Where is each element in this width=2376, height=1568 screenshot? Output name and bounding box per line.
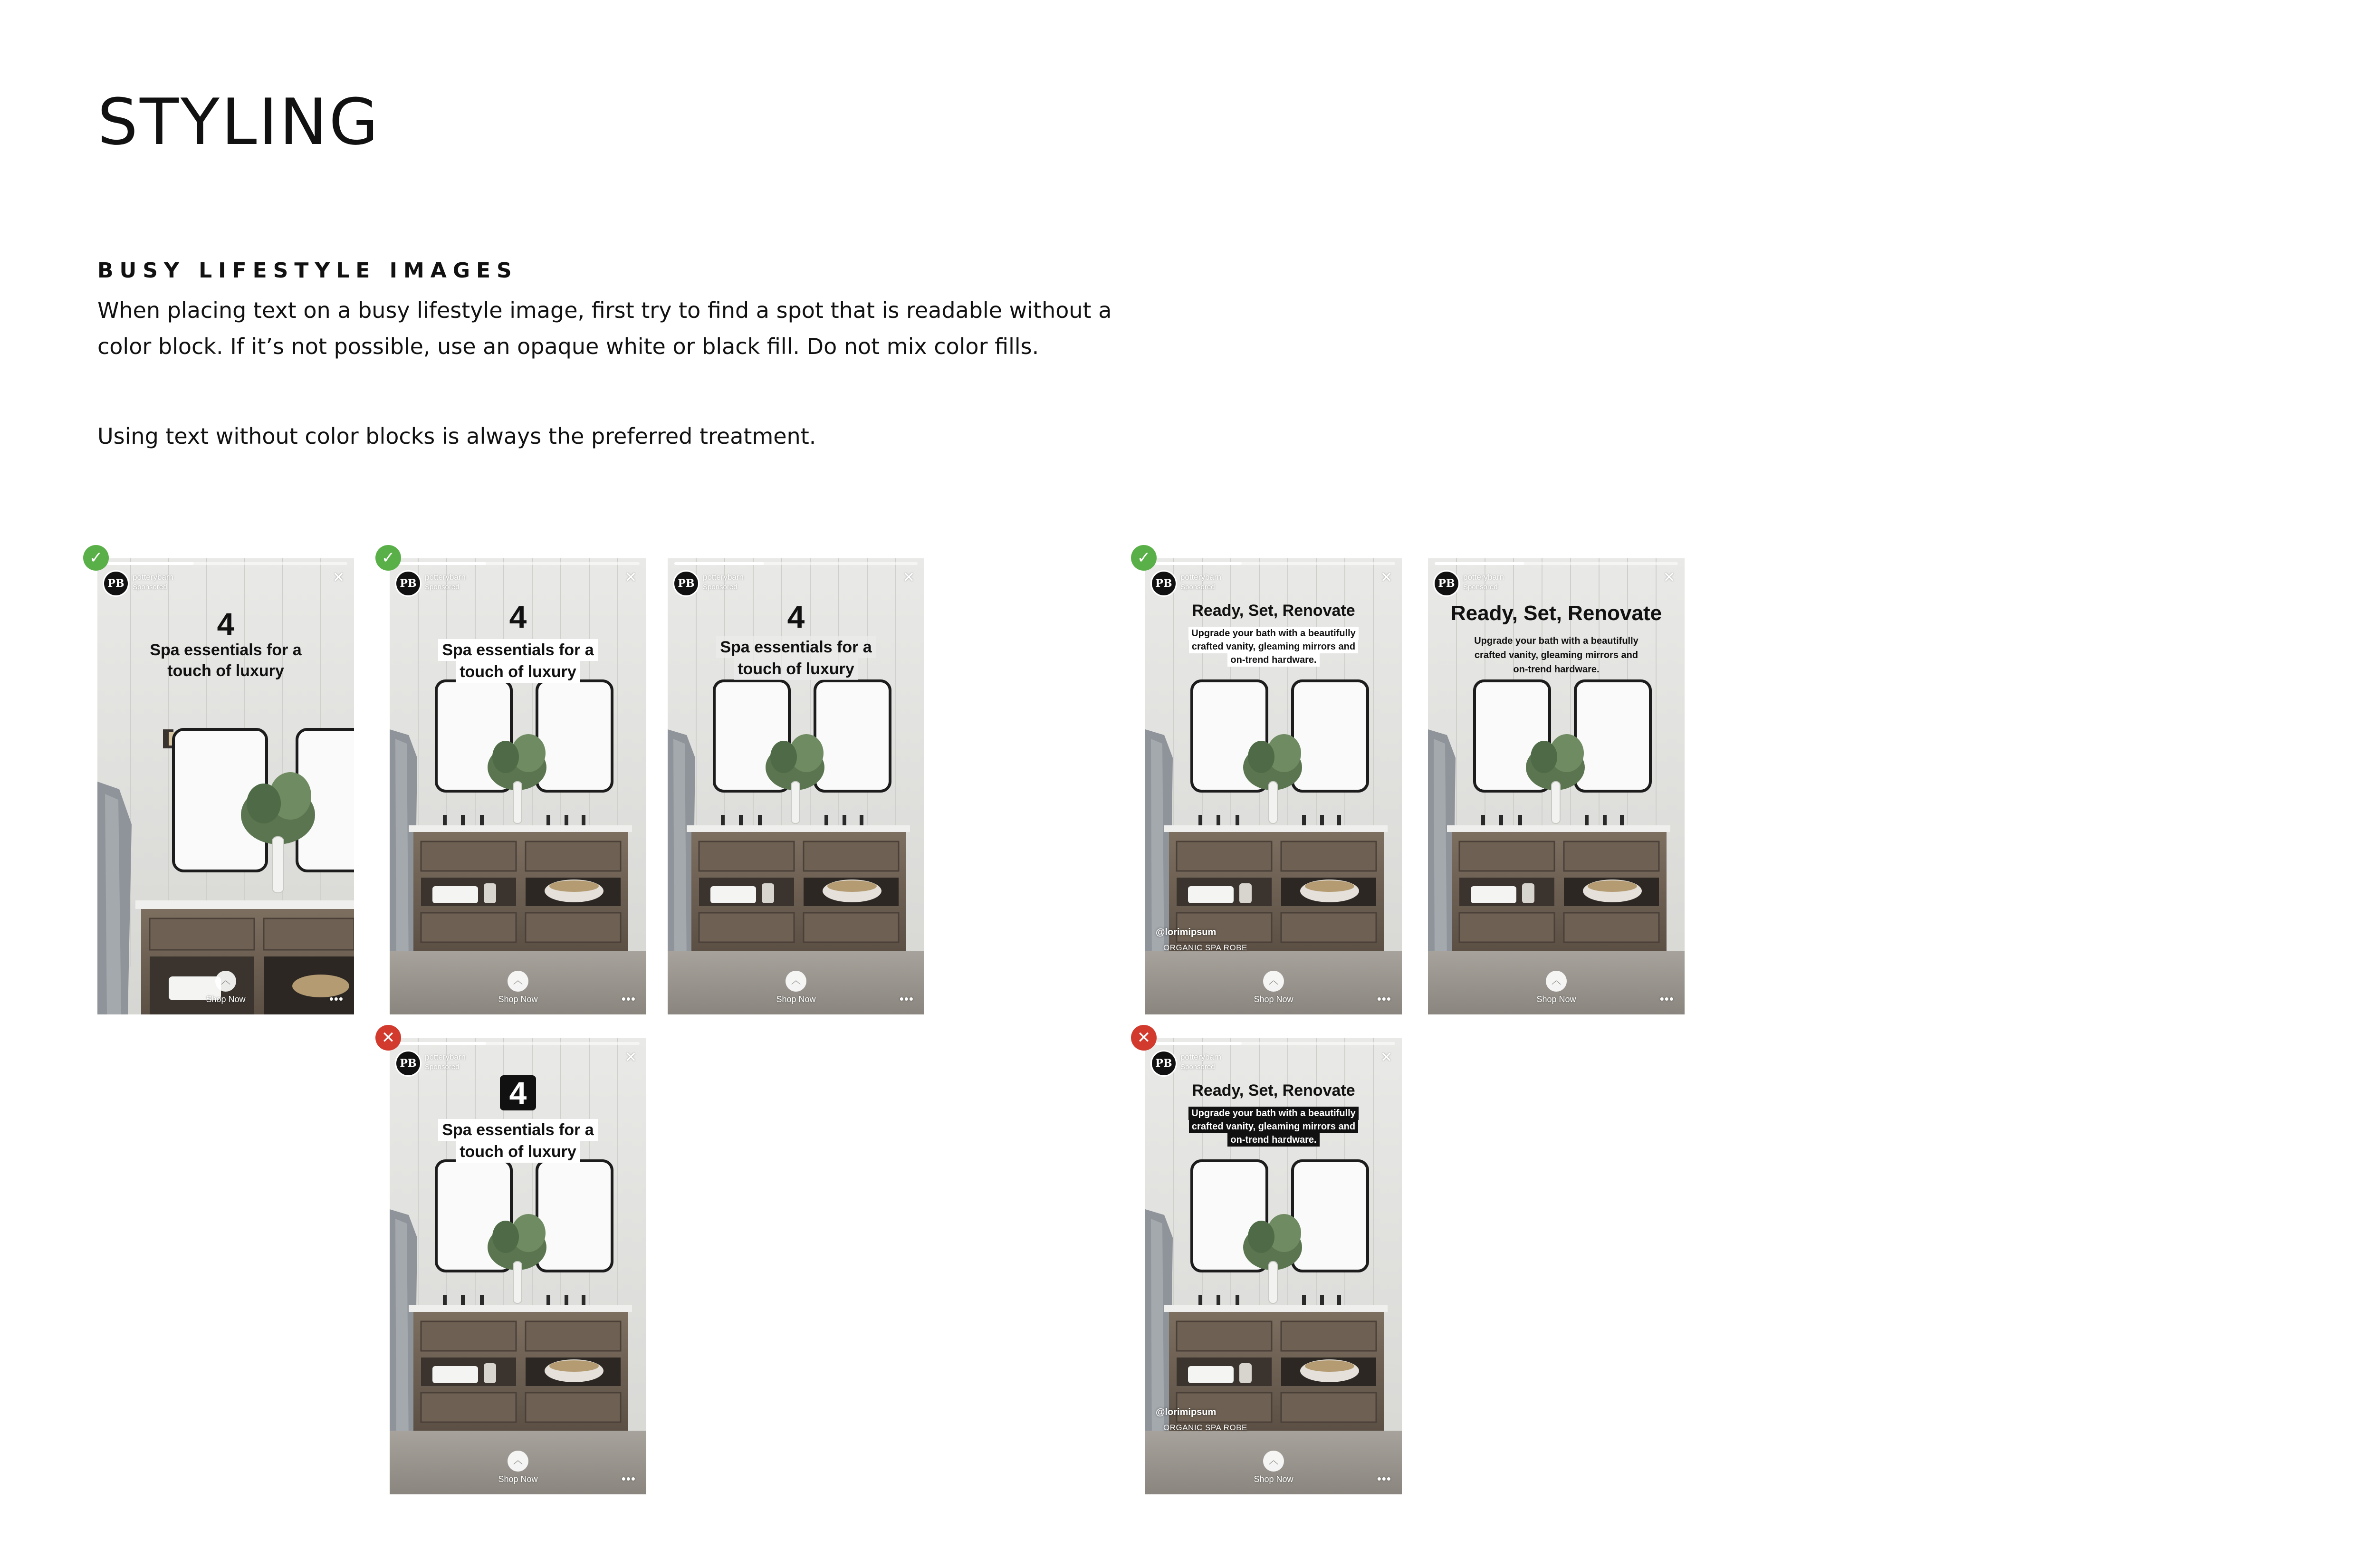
bathroom-photo xyxy=(1428,558,1685,1014)
story-headline: Ready, Set, Renovate xyxy=(1450,602,1662,625)
sponsored-label: Sponsored xyxy=(1180,1063,1215,1071)
story-mockup-spa-no-fill xyxy=(97,558,354,1014)
story-number: 4 xyxy=(217,606,235,641)
brand-logo: PB xyxy=(104,572,128,595)
tag-handle[interactable]: @lorimipsum xyxy=(1156,1407,1217,1417)
chevron-up-icon[interactable]: ︿ xyxy=(1263,971,1284,992)
more-icon[interactable]: ••• xyxy=(621,992,636,1006)
story-progress-bar xyxy=(674,562,918,565)
story-headline-line-1: Spa essentials for a xyxy=(150,641,302,659)
shop-now-label[interactable]: Shop Now xyxy=(1536,994,1576,1004)
story-progress-bar xyxy=(1435,562,1678,565)
shop-now-label[interactable]: Shop Now xyxy=(498,1474,538,1484)
story-body-line-3: on-trend hardware. xyxy=(1145,653,1402,667)
shop-now-label[interactable]: Shop Now xyxy=(498,994,538,1004)
section-heading: BUSY LIFESTYLE IMAGES xyxy=(97,258,518,283)
chevron-up-icon[interactable]: ︿ xyxy=(1263,1451,1284,1472)
story-mockup-renovate-mixed-fill xyxy=(1145,1038,1402,1494)
sponsored-label: Sponsored xyxy=(425,583,460,591)
check-icon: ✓ xyxy=(1131,545,1157,571)
brand-logo: PB xyxy=(1152,572,1176,595)
tag-handle[interactable]: @lorimipsum xyxy=(1156,927,1217,937)
check-icon: ✓ xyxy=(83,545,109,571)
account-name: potterybarn xyxy=(425,1052,466,1061)
chevron-up-icon[interactable]: ︿ xyxy=(1546,971,1567,992)
story-body-line-3: on-trend hardware. xyxy=(1513,664,1600,675)
brand-logo: PB xyxy=(674,572,698,595)
close-icon[interactable]: ✕ xyxy=(624,570,637,585)
story-mockup-renovate-no-fill xyxy=(1428,558,1685,1014)
story-body-line-1: Upgrade your bath with a beautifully xyxy=(1474,636,1638,646)
chevron-up-icon[interactable]: ︿ xyxy=(508,971,528,992)
shop-now-label[interactable]: Shop Now xyxy=(776,994,816,1004)
x-icon: ✕ xyxy=(375,1025,401,1051)
chevron-up-icon[interactable]: ︿ xyxy=(508,1451,528,1472)
sponsored-label: Sponsored xyxy=(425,1063,460,1071)
close-icon[interactable]: ✕ xyxy=(1380,1050,1392,1065)
more-icon[interactable]: ••• xyxy=(1377,992,1391,1006)
product-tag[interactable]: ORGANIC SPA ROBE xyxy=(1163,943,1247,952)
brand-logo: PB xyxy=(1435,572,1458,595)
story-headline: Ready, Set, Renovate xyxy=(1192,602,1355,620)
sponsored-label: Sponsored xyxy=(133,583,167,591)
story-progress-bar xyxy=(396,562,640,565)
brand-logo: PB xyxy=(396,1052,420,1075)
story-number: 4 xyxy=(509,599,527,634)
story-headline-line-2: touch of luxury xyxy=(390,1141,646,1163)
more-icon[interactable]: ••• xyxy=(1377,1472,1391,1486)
story-mockup-renovate-white-fill xyxy=(1145,558,1402,1014)
story-body-line-1: Upgrade your bath with a beautifully xyxy=(1145,627,1402,640)
story-body-line-2: crafted vanity, gleaming mirrors and xyxy=(1145,1120,1402,1133)
story-headline-line-2: touch of luxury xyxy=(668,658,924,680)
story-progress-bar xyxy=(1152,562,1395,565)
guideline-text: When placing text on a busy lifestyle image, first try to find a spot that is readable without a color block. If it’s not possible, use an opaque white or black fill. Do not mix color fills. xyxy=(97,297,1112,359)
more-icon[interactable]: ••• xyxy=(1659,992,1674,1006)
story-number: 4 xyxy=(787,599,805,634)
more-icon[interactable]: ••• xyxy=(899,992,914,1006)
chevron-up-icon[interactable]: ︿ xyxy=(215,971,236,992)
sponsored-label: Sponsored xyxy=(703,583,738,591)
account-name: potterybarn xyxy=(133,573,173,582)
story-progress-bar xyxy=(396,1042,640,1045)
brand-logo: PB xyxy=(396,572,420,595)
account-name: potterybarn xyxy=(1463,573,1504,582)
account-name: potterybarn xyxy=(703,573,744,582)
close-icon[interactable]: ✕ xyxy=(1380,570,1392,585)
x-icon: ✕ xyxy=(1131,1025,1157,1051)
page-title: STYLING xyxy=(97,85,381,159)
story-body-line-2: crafted vanity, gleaming mirrors and xyxy=(1474,650,1638,660)
close-icon[interactable]: ✕ xyxy=(902,570,915,585)
story-progress-bar xyxy=(104,562,347,565)
preferred-treatment-text: Using text without color blocks is always the preferred treatment. xyxy=(97,423,816,449)
more-icon[interactable]: ••• xyxy=(621,1472,636,1486)
sponsored-label: Sponsored xyxy=(1463,583,1498,591)
story-body-line-1: Upgrade your bath with a beautifully xyxy=(1145,1107,1402,1120)
story-mockup-spa-translucent-fill xyxy=(668,558,924,1014)
story-headline-line-2: touch of luxury xyxy=(390,661,646,683)
brand-logo: PB xyxy=(1152,1052,1176,1075)
story-number: 4 xyxy=(390,1075,646,1110)
more-icon[interactable]: ••• xyxy=(329,992,344,1006)
story-headline-line-1: Spa essentials for a xyxy=(390,639,646,661)
sponsored-label: Sponsored xyxy=(1180,583,1215,591)
story-headline: Ready, Set, Renovate xyxy=(1192,1081,1355,1100)
story-mockup-spa-white-fill xyxy=(390,558,646,1014)
product-tag[interactable]: ORGANIC SPA ROBE xyxy=(1163,1423,1247,1432)
story-mockup-spa-mixed-fill xyxy=(390,1038,646,1494)
account-name: potterybarn xyxy=(1180,573,1221,582)
story-body-line-3: on-trend hardware. xyxy=(1145,1133,1402,1147)
account-name: potterybarn xyxy=(425,573,466,582)
check-icon: ✓ xyxy=(375,545,401,571)
chevron-up-icon[interactable]: ︿ xyxy=(786,971,806,992)
story-body-line-2: crafted vanity, gleaming mirrors and xyxy=(1145,640,1402,653)
story-headline-line-2: touch of luxury xyxy=(167,662,284,680)
close-icon[interactable]: ✕ xyxy=(1663,570,1675,585)
close-icon[interactable]: ✕ xyxy=(624,1050,637,1065)
story-headline-line-1: Spa essentials for a xyxy=(668,636,924,658)
shop-now-label[interactable]: Shop Now xyxy=(206,994,246,1004)
story-progress-bar xyxy=(1152,1042,1395,1045)
shop-now-label[interactable]: Shop Now xyxy=(1254,994,1293,1004)
shop-now-label[interactable]: Shop Now xyxy=(1254,1474,1293,1484)
account-name: potterybarn xyxy=(1180,1052,1221,1061)
story-headline-line-1: Spa essentials for a xyxy=(390,1119,646,1141)
close-icon[interactable]: ✕ xyxy=(332,570,345,585)
